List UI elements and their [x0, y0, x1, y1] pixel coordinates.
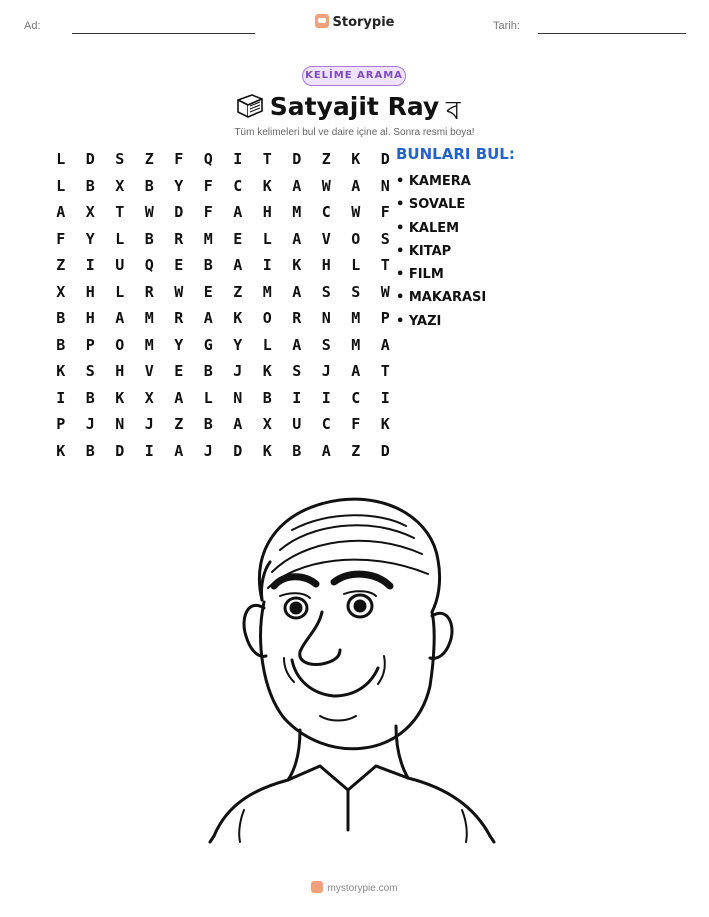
grid-letter[interactable]: W	[380, 282, 390, 301]
grid-letter[interactable]: E	[174, 362, 184, 380]
grid-letter[interactable]: D	[115, 441, 125, 460]
grid-letter[interactable]: K	[233, 309, 243, 327]
brand-name: Storypie	[332, 15, 395, 30]
storypie-logo-icon	[311, 881, 323, 893]
grid-letter[interactable]: K	[262, 362, 272, 380]
grid-letter[interactable]: M	[203, 229, 213, 248]
grid-letter[interactable]: M	[144, 309, 154, 327]
grid-letter[interactable]: Q	[203, 150, 213, 168]
grid-row	[46, 226, 400, 253]
grid-letter[interactable]: R	[144, 282, 154, 301]
date-line[interactable]	[538, 33, 686, 34]
grid-letter[interactable]: C	[233, 176, 243, 195]
grid-letter[interactable]: C	[321, 415, 331, 433]
grid-letter[interactable]: M	[262, 282, 272, 301]
grid-letter[interactable]: Y	[85, 229, 95, 248]
grid-letter[interactable]: Z	[56, 256, 66, 274]
grid-letter[interactable]: Z	[174, 415, 184, 433]
grid-letter[interactable]: Y	[174, 335, 184, 354]
grid-letter[interactable]: W	[321, 176, 331, 195]
grid-letter[interactable]: D	[85, 150, 95, 168]
grid-letter[interactable]: A	[56, 203, 66, 221]
grid-letter[interactable]: D	[233, 441, 243, 460]
grid-letter[interactable]: K	[56, 441, 66, 460]
portrait-coloring-illustration[interactable]	[200, 490, 510, 850]
grid-letter[interactable]: I	[233, 150, 243, 168]
grid-letter[interactable]: T	[380, 362, 390, 380]
grid-letter[interactable]: K	[292, 256, 302, 274]
word-search-grid	[46, 146, 400, 464]
name-label: Ad:	[24, 20, 41, 32]
grid-letter[interactable]: J	[321, 362, 331, 380]
grid-letter[interactable]: J	[144, 415, 154, 433]
grid-letter[interactable]: N	[233, 388, 243, 407]
grid-letter[interactable]: B	[262, 388, 272, 407]
grid-letter[interactable]: S	[292, 362, 302, 380]
grid-row	[46, 199, 400, 226]
grid-letter[interactable]: S	[115, 150, 125, 168]
grid-letter[interactable]: A	[203, 309, 213, 327]
find-heading: BUNLARI BUL:	[396, 145, 515, 163]
grid-letter[interactable]: E	[203, 282, 213, 301]
grid-letter[interactable]: I	[144, 441, 154, 460]
grid-letter[interactable]: A	[174, 441, 184, 460]
grid-letter[interactable]: D	[174, 203, 184, 221]
grid-letter[interactable]: X	[262, 415, 272, 433]
grid-letter[interactable]: B	[85, 441, 95, 460]
grid-letter[interactable]: X	[85, 203, 95, 221]
grid-letter[interactable]: T	[380, 256, 390, 274]
grid-letter[interactable]: P	[380, 309, 390, 327]
grid-letter[interactable]: L	[262, 229, 272, 248]
grid-letter[interactable]: I	[85, 256, 95, 274]
grid-letter[interactable]: X	[56, 282, 66, 301]
grid-letter[interactable]: B	[144, 229, 154, 248]
grid-letter[interactable]: F	[203, 203, 213, 221]
word-list-item: • KAMERA	[396, 174, 471, 189]
grid-letter[interactable]: K	[262, 441, 272, 460]
grid-letter[interactable]: N	[380, 176, 390, 195]
grid-letter[interactable]: K	[262, 176, 272, 195]
word-list	[396, 170, 486, 333]
grid-letter[interactable]: B	[144, 176, 154, 195]
grid-letter[interactable]: S	[321, 282, 331, 301]
grid-letter[interactable]: B	[292, 441, 302, 460]
grid-letter[interactable]: T	[262, 150, 272, 168]
grid-letter[interactable]: M	[351, 309, 361, 327]
grid-letter[interactable]: U	[115, 256, 125, 274]
grid-letter[interactable]: C	[351, 388, 361, 407]
grid-letter[interactable]: K	[351, 150, 361, 168]
page-title: Satyajit Ray	[269, 92, 440, 121]
grid-letter[interactable]: S	[351, 282, 361, 301]
grid-letter[interactable]: L	[115, 229, 125, 248]
word-list-item: • FILM	[396, 267, 444, 283]
grid-letter[interactable]: S	[85, 362, 95, 380]
grid-letter[interactable]: Z	[144, 150, 154, 168]
grid-letter[interactable]: I	[56, 388, 66, 407]
grid-letter[interactable]: A	[351, 362, 361, 380]
grid-letter[interactable]: E	[233, 229, 243, 248]
activity-badge: KELİME ARAMA	[302, 66, 406, 86]
grid-letter[interactable]: P	[56, 415, 66, 433]
grid-letter[interactable]: R	[174, 309, 184, 327]
grid-letter[interactable]: B	[85, 176, 95, 195]
grid-letter[interactable]: H	[115, 362, 125, 380]
grid-letter[interactable]: L	[56, 150, 66, 168]
grid-letter[interactable]: H	[321, 256, 331, 274]
grid-letter[interactable]: B	[56, 309, 66, 327]
grid-letter[interactable]: J	[85, 415, 95, 433]
grid-letter[interactable]: D	[292, 150, 302, 168]
grid-row	[46, 173, 400, 200]
grid-letter[interactable]: O	[115, 335, 125, 354]
grid-letter[interactable]: N	[321, 309, 331, 327]
grid-letter[interactable]: M	[351, 335, 361, 354]
grid-letter[interactable]: X	[115, 176, 125, 195]
grid-letter[interactable]: V	[321, 229, 331, 248]
grid-letter[interactable]: L	[262, 335, 272, 354]
grid-letter[interactable]: Z	[233, 282, 243, 301]
grid-letter[interactable]: B	[56, 335, 66, 354]
storypie-logo-icon	[315, 14, 329, 28]
grid-letter[interactable]: A	[292, 229, 302, 248]
footer-url[interactable]: mystorypie.com	[327, 883, 398, 894]
grid-letter[interactable]: P	[85, 335, 95, 354]
grid-letter[interactable]: W	[174, 282, 184, 301]
word-list-item: • YAZI	[396, 313, 442, 329]
grid-letter[interactable]: B	[203, 256, 213, 274]
grid-letter[interactable]: G	[203, 335, 213, 354]
grid-letter[interactable]: J	[233, 362, 243, 380]
grid-letter[interactable]: Z	[351, 441, 361, 460]
grid-row	[46, 438, 400, 465]
grid-row	[46, 332, 400, 359]
grid-letter[interactable]: J	[203, 441, 213, 460]
grid-letter[interactable]: A	[174, 388, 184, 407]
name-line[interactable]	[72, 33, 255, 34]
grid-letter[interactable]: C	[321, 203, 331, 221]
grid-letter[interactable]: D	[380, 150, 390, 168]
grid-letter[interactable]: L	[56, 176, 66, 195]
grid-letter[interactable]: B	[203, 362, 213, 380]
grid-row	[46, 305, 400, 332]
grid-row	[46, 146, 400, 173]
bengali-letter-icon: ব	[446, 96, 461, 126]
grid-letter[interactable]: H	[262, 203, 272, 221]
grid-letter[interactable]: F	[203, 176, 213, 195]
grid-letter[interactable]: R	[292, 309, 302, 327]
grid-letter[interactable]: A	[233, 415, 243, 433]
grid-letter[interactable]: F	[56, 229, 66, 248]
word-list-item: • MAKARASI	[396, 290, 487, 306]
grid-letter[interactable]: V	[144, 362, 154, 380]
grid-row	[46, 411, 400, 438]
grid-letter[interactable]: R	[174, 229, 184, 248]
grid-letter[interactable]: Y	[233, 335, 243, 354]
grid-letter[interactable]: O	[351, 229, 361, 248]
grid-letter[interactable]: K	[56, 362, 66, 380]
grid-letter[interactable]: A	[321, 441, 331, 460]
grid-letter[interactable]: A	[233, 256, 243, 274]
grid-letter[interactable]: A	[380, 335, 390, 354]
instructions: Tüm kelimeleri bul ve daire içine al. Sonra resmi boya!	[234, 127, 475, 138]
grid-letter[interactable]: I	[262, 256, 272, 274]
grid-letter[interactable]: K	[380, 415, 390, 433]
grid-letter[interactable]: Q	[144, 256, 154, 274]
grid-letter[interactable]: K	[115, 388, 125, 407]
grid-letter[interactable]: Z	[321, 150, 331, 168]
grid-letter[interactable]: S	[380, 229, 390, 248]
grid-letter[interactable]: A	[351, 176, 361, 195]
grid-letter[interactable]: M	[144, 335, 154, 354]
grid-letter[interactable]: L	[115, 282, 125, 301]
grid-letter[interactable]: W	[144, 203, 154, 221]
grid-row	[46, 358, 400, 385]
grid-letter[interactable]: M	[292, 203, 302, 221]
grid-letter[interactable]: U	[292, 415, 302, 433]
grid-letter[interactable]: E	[174, 256, 184, 274]
grid-letter[interactable]: H	[85, 282, 95, 301]
grid-row	[46, 385, 400, 412]
grid-letter[interactable]: X	[144, 388, 154, 407]
grid-row	[46, 252, 400, 279]
grid-letter[interactable]: Y	[174, 176, 184, 195]
word-list-item: • KITAP	[396, 243, 452, 259]
grid-letter[interactable]: A	[292, 282, 302, 301]
grid-letter[interactable]: O	[262, 309, 272, 327]
grid-letter[interactable]: A	[292, 335, 302, 354]
grid-letter[interactable]: I	[321, 388, 331, 407]
grid-letter[interactable]: A	[292, 176, 302, 195]
grid-letter[interactable]: T	[115, 203, 125, 221]
grid-letter[interactable]: S	[321, 335, 331, 354]
grid-letter[interactable]: B	[85, 388, 95, 407]
grid-letter[interactable]: L	[351, 256, 361, 274]
grid-row	[46, 279, 400, 306]
grid-letter[interactable]: W	[351, 203, 361, 221]
grid-letter[interactable]: F	[380, 203, 390, 221]
grid-letter[interactable]: H	[85, 309, 95, 327]
footer	[0, 881, 709, 894]
word-list-item: • SOVALE	[396, 197, 466, 213]
grid-letter[interactable]: I	[292, 388, 302, 407]
grid-letter[interactable]: B	[203, 415, 213, 433]
grid-letter[interactable]: F	[174, 150, 184, 168]
grid-letter[interactable]: N	[115, 415, 125, 433]
brand-logo	[0, 14, 709, 30]
grid-letter[interactable]: A	[115, 309, 125, 327]
date-label: Tarih:	[493, 20, 520, 32]
word-list-item: • KALEM	[396, 220, 460, 236]
grid-letter[interactable]: L	[203, 388, 213, 407]
grid-letter[interactable]: A	[233, 203, 243, 221]
grid-letter[interactable]: D	[380, 441, 390, 460]
grid-letter[interactable]: I	[380, 388, 390, 407]
grid-letter[interactable]: F	[351, 415, 361, 433]
